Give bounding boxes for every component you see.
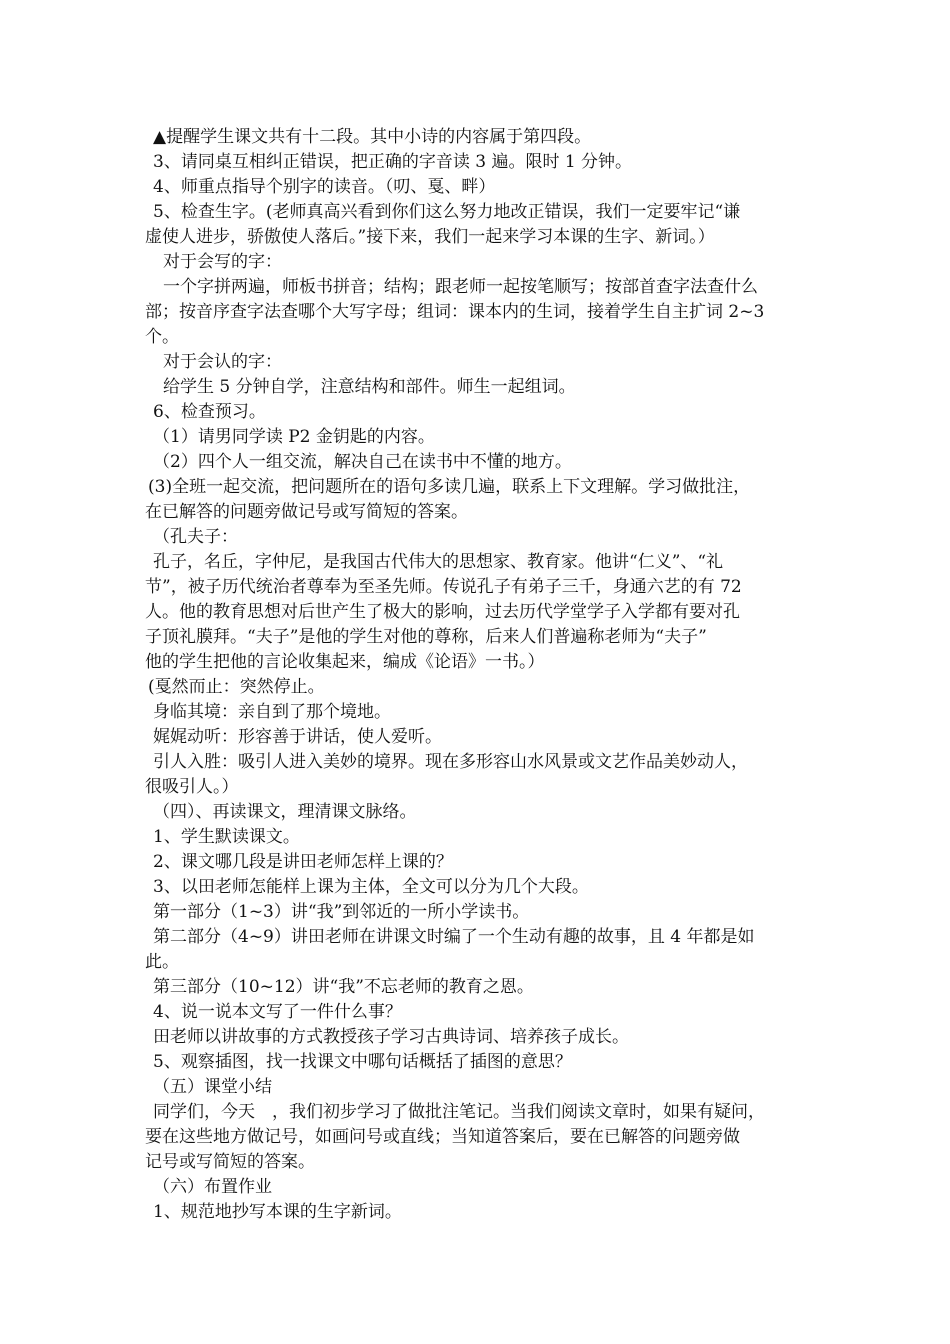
text-line: 虚使人进步，骄傲使人落后。”接下来，我们一起来学习本课的生字、新词。） <box>145 227 715 247</box>
text-line: 1、规范地抄写本课的生字新词。 <box>153 1202 402 1222</box>
text-line: 节”，被子历代统治者尊奉为至圣先师。传说孔子有弟子三千，身通六艺的有 72 <box>145 577 742 597</box>
text-line: （1）请男同学读 P2 金钥匙的内容。 <box>153 427 435 447</box>
text-line: 对于会写的字： <box>163 252 282 272</box>
text-line: 引人入胜：吸引人进入美妙的境界。现在多形容山水风景或文艺作品美妙动人， <box>153 752 748 772</box>
text-line: 个。 <box>145 327 179 347</box>
text-line: （2）四个人一组交流，解决自己在读书中不懂的地方。 <box>153 452 572 472</box>
text-line: 田老师以讲故事的方式教授孩子学习古典诗词、培养孩子成长。 <box>153 1027 629 1047</box>
text-line: 娓娓动听：形容善于讲话，使人爱听。 <box>153 727 442 747</box>
text-line: 身临其境：亲自到了那个境地。 <box>153 702 391 722</box>
text-line: 4、说一说本文写了一件什么事？ <box>153 1002 402 1022</box>
text-line: 2、课文哪几段是讲田老师怎样上课的？ <box>153 852 453 872</box>
text-line: 孔子，名丘，字仲尼，是我国古代伟大的思想家、教育家。他讲“仁义”、“礼 <box>153 552 724 572</box>
text-line: 第一部分（1~3）讲“我”到邻近的一所小学读书。 <box>153 902 530 922</box>
text-line: 4、师重点指导个别字的读音。（叨、戛、畔） <box>153 177 496 197</box>
text-line: 子顶礼膜拜。“夫子”是他的学生对他的尊称，后来人们普遍称老师为“夫子” <box>145 627 707 647</box>
text-line: 此。 <box>145 952 179 972</box>
text-line: 记号或写简短的答案。 <box>145 1152 315 1172</box>
text-line: (戛然而止：突然停止。 <box>148 677 325 697</box>
text-line: （五）课堂小结 <box>153 1077 272 1097</box>
text-line: 3、请同桌互相纠正错误，把正确的字音读 3 遍。限时 1 分钟。 <box>153 152 633 172</box>
text-line: 在已解答的问题旁做记号或写简短的答案。 <box>145 502 468 522</box>
text-line: (3)全班一起交流，把问题所在的语句多读几遍，联系上下文理解。学习做批注， <box>148 477 751 497</box>
text-line: 第三部分（10~12）讲“我”不忘老师的教育之恩。 <box>153 977 534 997</box>
text-line: 5、观察插图，找一找课文中哪句话概括了插图的意思？ <box>153 1052 572 1072</box>
text-line: （六）布置作业 <box>153 1177 272 1197</box>
text-line: 1、学生默读课文。 <box>153 827 300 847</box>
text-line: 6、检查预习。 <box>153 402 266 422</box>
text-line: 一个字拼两遍，师板书拼音；结构；跟老师一起按笔顺写；按部首查字法查什么 <box>163 277 758 297</box>
text-line: 给学生 5 分钟自学，注意结构和部件。师生一起组词。 <box>163 377 576 397</box>
text-line: 要在这些地方做记号，如画问号或直线；当知道答案后，要在已解答的问题旁做 <box>145 1127 740 1147</box>
text-line: 部；按音序查字法查哪个大写字母；组词：课本内的生词，接着学生自主扩词 2~3 <box>145 302 765 322</box>
text-line: 他的学生把他的言论收集起来，编成《论语》一书。） <box>145 652 545 672</box>
text-line: 很吸引人。） <box>145 777 239 797</box>
text-line: 对于会认的字： <box>163 352 282 372</box>
text-line: （四）、再读课文，理清课文脉络。 <box>153 802 417 822</box>
text-line: 5、检查生字。(老师真高兴看到你们这么努力地改正错误，我们一定要牢记“谦 <box>153 202 741 222</box>
text-line: 人。他的教育思想对后世产生了极大的影响，过去历代学堂学子入学都有要对孔 <box>145 602 740 622</box>
text-line: 第二部分（4~9）讲田老师在讲课文时编了一个生动有趣的故事，且 4 年都是如 <box>153 927 755 947</box>
text-line: 同学们，今天 ，我们初步学习了做批注笔记。当我们阅读文章时，如果有疑问， <box>153 1102 765 1122</box>
text-line: 3、以田老师怎能样上课为主体，全文可以分为几个大段。 <box>153 877 589 897</box>
text-line: ▲提醒学生课文共有十二段。其中小诗的内容属于第四段。 <box>153 127 592 147</box>
text-line: （孔夫子： <box>153 527 238 547</box>
